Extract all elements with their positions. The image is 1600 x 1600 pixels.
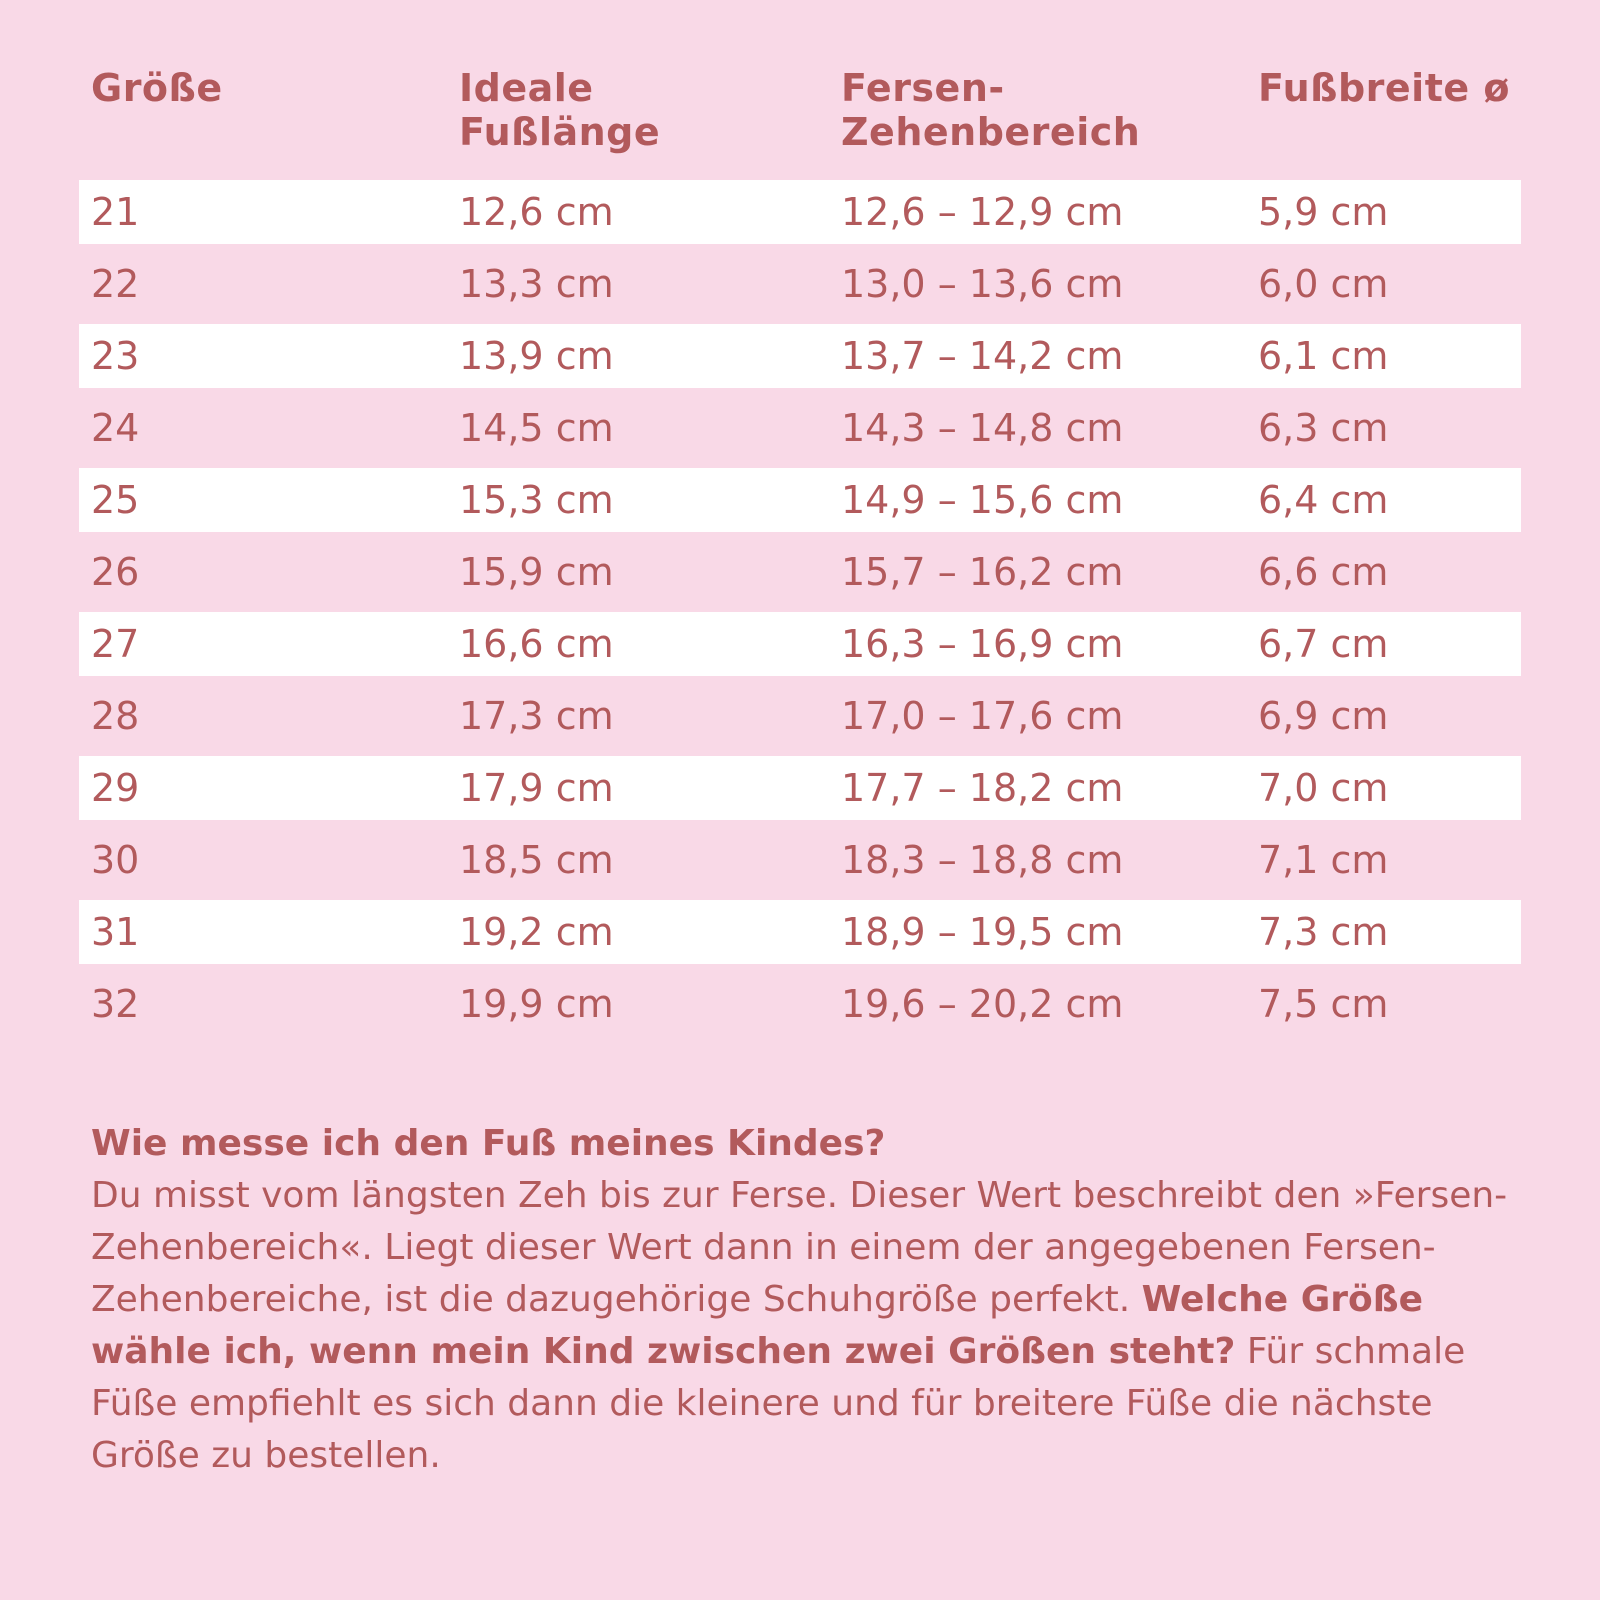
info-question: Welche Größe wähle ich, wenn mein Kind zwischen zwei Größen steht? [91,1279,1424,1372]
cell-range: 17,7 – 18,2 cm [841,766,1124,810]
table-row [0,612,1600,684]
cell-size: 23 [91,334,140,378]
table-row [0,540,1600,612]
cell-length: 16,6 cm [459,622,614,666]
cell-width: 7,3 cm [1258,910,1389,954]
cell-width: 6,7 cm [1258,622,1389,666]
cell-length: 19,2 cm [459,910,614,954]
info-text-measure: Du misst vom längsten Zeh bis zur Ferse. Dieser Wert beschreibt den »Fersen-Zehenbereich«. Liegt dieser Wert dann in einem der angegebenen Fersen-Zehenbereiche, ist die dazugehörige Schuhgröße perfekt. [91,1175,1508,1320]
cell-size: 29 [91,766,140,810]
cell-length: 12,6 cm [459,190,614,234]
cell-width: 7,1 cm [1258,838,1389,882]
cell-width: 7,0 cm [1258,766,1389,810]
cell-range: 13,7 – 14,2 cm [841,334,1124,378]
cell-length: 19,9 cm [459,982,614,1026]
table-row [0,900,1600,972]
table-row [0,756,1600,828]
table-row [0,684,1600,756]
cell-length: 14,5 cm [459,406,614,450]
cell-width: 6,3 cm [1258,406,1389,450]
cell-range: 18,3 – 18,8 cm [841,838,1124,882]
cell-width: 6,1 cm [1258,334,1389,378]
header-size: Größe [91,66,223,110]
cell-length: 15,9 cm [459,550,614,594]
cell-width: 6,0 cm [1258,262,1389,306]
cell-size: 32 [91,982,140,1026]
cell-length: 17,9 cm [459,766,614,810]
cell-size: 24 [91,406,140,450]
cell-range: 18,9 – 19,5 cm [841,910,1124,954]
cell-size: 25 [91,478,140,522]
cell-range: 16,3 – 16,9 cm [841,622,1124,666]
table-row [0,468,1600,540]
cell-range: 13,0 – 13,6 cm [841,262,1124,306]
cell-length: 18,5 cm [459,838,614,882]
cell-range: 14,9 – 15,6 cm [841,478,1124,522]
cell-length: 13,3 cm [459,262,614,306]
cell-range: 12,6 – 12,9 cm [841,190,1124,234]
cell-size: 26 [91,550,140,594]
cell-range: 15,7 – 16,2 cm [841,550,1124,594]
header-foot-width: Fußbreite ø [1258,66,1510,110]
header-ideal-foot-length: Ideale Fußlänge [459,66,661,154]
table-header [0,66,1600,166]
cell-width: 6,9 cm [1258,694,1389,738]
cell-length: 13,9 cm [459,334,614,378]
cell-size: 22 [91,262,140,306]
cell-range: 14,3 – 14,8 cm [841,406,1124,450]
cell-range: 19,6 – 20,2 cm [841,982,1124,1026]
table-row [0,396,1600,468]
cell-length: 17,3 cm [459,694,614,738]
cell-size: 21 [91,190,140,234]
table-row [0,252,1600,324]
cell-width: 7,5 cm [1258,982,1389,1026]
table-body [0,180,1600,1044]
cell-length: 15,3 cm [459,478,614,522]
cell-size: 28 [91,694,140,738]
info-text-recommendation: Für schmale Füße empfiehlt es sich dann die kleinere und für breitere Füße die nächste Größe zu bestellen. [91,1331,1466,1476]
cell-size: 31 [91,910,140,954]
cell-range: 17,0 – 17,6 cm [841,694,1124,738]
cell-size: 30 [91,838,140,882]
table-row [0,972,1600,1044]
cell-width: 6,4 cm [1258,478,1389,522]
measuring-info [91,1118,1511,1482]
table-row [0,828,1600,900]
info-heading: Wie messe ich den Fuß meines Kindes? [91,1123,886,1164]
cell-width: 6,6 cm [1258,550,1389,594]
table-row [0,324,1600,396]
header-heel-toe-range: Fersen- Zehenbereich [841,66,1141,154]
table-row [0,180,1600,252]
cell-width: 5,9 cm [1258,190,1389,234]
cell-size: 27 [91,622,140,666]
